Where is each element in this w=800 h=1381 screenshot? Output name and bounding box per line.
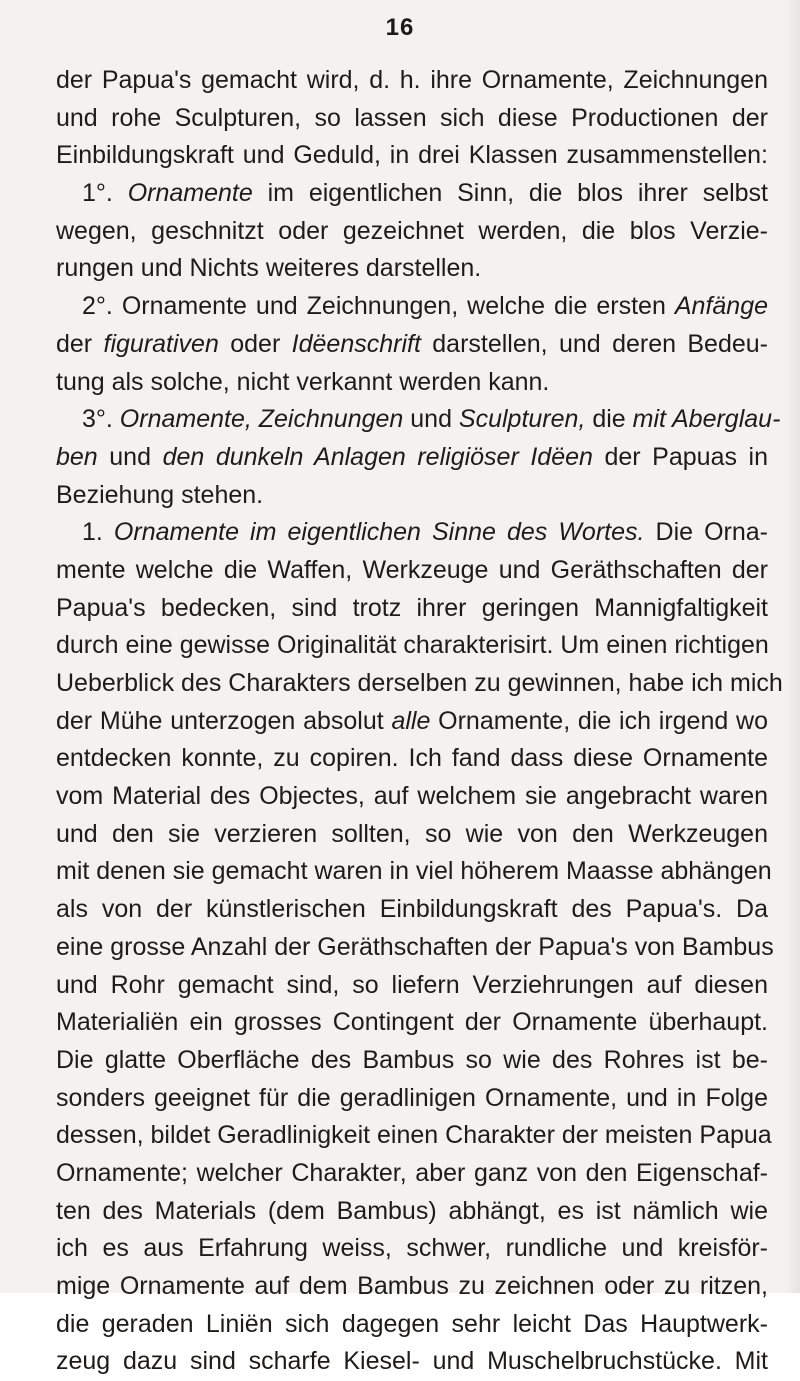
text-line: Ueberblick des Charakters derselben zu gewinnen, habe ich mich [56, 669, 783, 697]
italic-term: den dunkeln Anlagen religiöser Idëen [162, 442, 593, 471]
text-line: ich es aus Erfahrung weiss, schwer, rundliche und kreisför- [56, 1234, 768, 1263]
text-line: der Papua's gemacht wird, d. h. ihre Ornamente, Zeichnungen [56, 66, 768, 94]
page-edge-shadow [786, 0, 800, 1293]
text-line: Papua's bedecken, sind trotz ihrer geringen Mannigfaltigkeit [56, 593, 768, 622]
text-line: Die glatte Oberfläche des Bambus so wie des Rohres ist be- [56, 1045, 768, 1074]
italic-term: alle [391, 706, 431, 735]
text-line: tung als solche, nicht verkannt werden kann. [56, 367, 550, 396]
line-part: 3°. [82, 405, 120, 434]
text-line [56, 401, 781, 439]
text-line: dessen, bildet Geradlinigkeit einen Charakter der meisten Papua [56, 1121, 772, 1150]
text-line: die geraden Liniën sich dagegen sehr leicht Das Hauptwerk- [56, 1309, 768, 1338]
text-line: und den sie verzieren sollten, so wie von den Werkzeugen [56, 819, 768, 848]
text-line: und Rohr gemacht sind, so liefern Verziehrungen auf diesen [56, 970, 768, 999]
text-line: vom Material des Objectes, auf welchem sie angebracht waren [56, 782, 768, 811]
text-line [56, 439, 768, 477]
line-part: die [585, 405, 633, 434]
italic-term: Anfänge [674, 292, 768, 321]
text-line: Beziehung stehen. [56, 480, 264, 509]
text-line: durch eine gewisse Originalität charakterisirt. Um einen richtigen [56, 631, 769, 660]
page-number: 16 [385, 14, 415, 41]
text-line: eine grosse Anzahl der Geräthschaften der Papua's von Bambus [56, 932, 774, 961]
line-part: der [56, 329, 104, 358]
body-text [56, 62, 783, 1381]
section-heading: Ornamente im eigentlichen Sinne des Wortes. [113, 518, 645, 547]
line-part: der Mühe unterzogen absolut [56, 706, 392, 735]
text-line: als von der künstlerischen Einbildungskraft des Papua's. Da [56, 895, 768, 924]
text-line [56, 175, 768, 213]
text-line: mige Ornamente auf dem Bambus zu zeichnen oder zu ritzen, [56, 1272, 768, 1300]
italic-term: Ornamente [127, 179, 253, 208]
line-part: Die Orna- [644, 518, 769, 547]
italic-term: Sculpturen, [458, 405, 586, 434]
text-line [56, 703, 768, 741]
italic-term: Idëenschrift [291, 329, 421, 358]
line-part: Ornamente, die ich irgend wo [430, 706, 768, 735]
text-line [56, 326, 768, 364]
italic-term: mit Aberglau- [632, 405, 781, 434]
text-line: rungen und Nichts weiteres darstellen. [56, 254, 482, 283]
text-line: ten des Materials (dem Bambus) abhängt, es ist nämlich wie [56, 1196, 768, 1225]
text-line: Materialiën ein grosses Contingent der Ornamente überhaupt. [56, 1008, 768, 1037]
line-part: im eigentlichen Sinn, die blos ihrer selbst [252, 179, 769, 208]
text-line: zeug dazu sind scharfe Kiesel- und Muschelbruchstücke. Mit [56, 1347, 768, 1376]
italic-term: ben [56, 442, 98, 471]
text-line [56, 288, 768, 326]
text-line: sonders geeignet für die geradlinigen Ornamente, und in Folge [56, 1083, 768, 1112]
text-line: Einbildungskraft und Geduld, in drei Klassen zusammenstellen: [56, 141, 768, 170]
line-part: oder [218, 329, 292, 358]
line-part: 1°. [82, 179, 128, 208]
text-line: wegen, geschnitzt oder gezeichnet werden, die blos Verzie- [56, 216, 768, 245]
line-part: und [97, 442, 163, 471]
line-part: und [403, 405, 459, 434]
italic-term: Ornamente, Zeichnungen [119, 405, 404, 434]
line-part: darstellen, und deren Bedeu- [420, 329, 768, 358]
text-line: und rohe Sculpturen, so lassen sich diese Productionen der [56, 103, 768, 132]
italic-term: figurativen [103, 329, 219, 358]
section-heading-line [56, 514, 768, 552]
line-part: 2°. Ornamente und Zeichnungen, welche die ersten [82, 292, 675, 321]
text-line: mit denen sie gemacht waren in viel höherem Maasse abhängen [56, 857, 772, 886]
line-part: der Papuas in [592, 442, 768, 471]
line-part: 1. [82, 518, 114, 547]
text-line: Ornamente; welcher Charakter, aber ganz von den Eigenschaf- [56, 1158, 768, 1187]
text-line: entdecken konnte, zu copiren. Ich fand dass diese Ornamente [56, 744, 768, 773]
text-line: mente welche die Waffen, Werkzeuge und Geräthschaften der [56, 555, 768, 584]
